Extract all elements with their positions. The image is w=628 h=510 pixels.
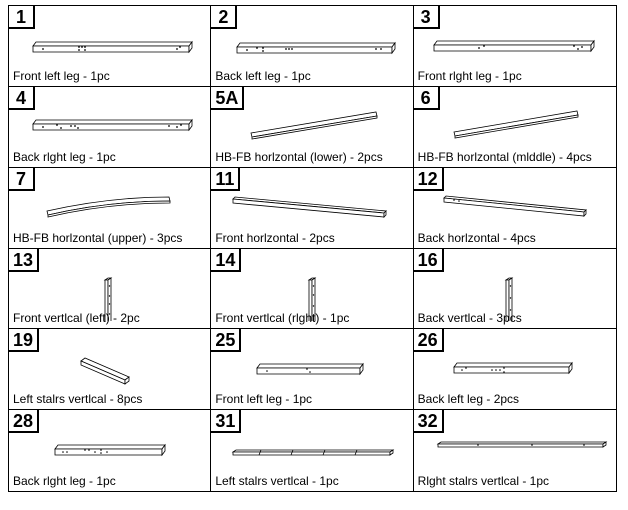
medium-beam-drawing	[414, 351, 616, 387]
part-number: 32	[414, 410, 444, 433]
part-cell	[414, 168, 616, 249]
part-number: 26	[414, 329, 444, 352]
slanted-board-drawing	[414, 109, 616, 145]
slanted-beam-drawing	[414, 190, 616, 226]
part-label: Front vertlcal (rlght) - 1pc	[215, 311, 350, 326]
part-number: 31	[211, 410, 241, 433]
part-label: Left stalrs vertlcal - 8pcs	[13, 392, 143, 407]
part-label: Back left leg - 2pcs	[417, 392, 520, 407]
part-label: Back rlght leg - 1pc	[13, 474, 116, 488]
part-cell	[9, 87, 211, 168]
part-number: 2	[211, 6, 237, 29]
part-label: HB-FB horlzontal (mlddle) - 4pcs	[417, 149, 592, 164]
part-cell	[414, 249, 616, 330]
part-label: HB-FB horlzontal (upper) - 3pcs	[13, 230, 183, 245]
part-cell	[9, 410, 211, 491]
part-number: 14	[211, 249, 241, 272]
part-number: 4	[9, 87, 35, 110]
part-number: 16	[414, 249, 444, 272]
long-beam-drawing	[211, 28, 413, 64]
part-label: Back horlzontal - 4pcs	[417, 230, 536, 245]
part-label: Back left leg - 1pc	[215, 68, 311, 83]
part-cell	[211, 329, 413, 410]
part-number: 12	[414, 168, 444, 191]
part-cell	[9, 6, 211, 87]
part-cell	[414, 87, 616, 168]
part-number: 5A	[211, 87, 244, 110]
part-label: Front horlzontal - 2pcs	[215, 230, 335, 245]
part-label: HB-FB horlzontal (lower) - 2pcs	[215, 149, 383, 164]
parts-grid	[8, 5, 617, 492]
part-cell	[9, 249, 211, 330]
part-cell	[211, 249, 413, 330]
long-beam-drawing	[9, 28, 211, 64]
part-number: 25	[211, 329, 241, 352]
part-cell	[9, 329, 211, 410]
long-beam-drawing	[9, 109, 211, 145]
part-cell	[211, 6, 413, 87]
slanted-beam-drawing	[211, 190, 413, 226]
part-label: Front vertlcal (left) - 2pc	[13, 311, 140, 326]
part-cell	[211, 87, 413, 168]
part-cell	[414, 329, 616, 410]
part-label: Back vertlcal - 3pcs	[417, 311, 522, 326]
flat-rail-drawing	[211, 432, 413, 468]
part-number: 19	[9, 329, 39, 352]
part-label: Front left leg - 1pc	[215, 392, 313, 407]
part-number: 1	[9, 6, 35, 29]
part-number: 11	[211, 168, 240, 191]
part-cell	[414, 410, 616, 491]
short-block-drawing	[9, 351, 211, 387]
part-cell	[211, 410, 413, 491]
part-label: Back rlght leg - 1pc	[13, 149, 116, 164]
part-label: Front rlght leg - 1pc	[417, 68, 522, 83]
slanted-board-drawing	[211, 109, 413, 145]
part-cell	[414, 6, 616, 87]
part-label: Rlght stalrs vertlcal - 1pc	[417, 474, 550, 488]
part-number: 7	[9, 168, 35, 191]
part-number: 6	[414, 87, 440, 110]
long-beam-drawing	[414, 28, 616, 64]
medium-beam-drawing	[9, 432, 211, 468]
part-label: Front left leg - 1pc	[13, 68, 110, 83]
part-cell	[211, 168, 413, 249]
part-number: 28	[9, 410, 39, 433]
curved-board-drawing	[9, 190, 211, 226]
part-label: Left stalrs vertlcal - 1pc	[215, 474, 339, 488]
medium-beam-drawing	[211, 351, 413, 387]
part-number: 13	[9, 249, 39, 272]
part-number: 3	[414, 6, 440, 29]
flat-rail-drawing	[414, 432, 616, 468]
part-cell	[9, 168, 211, 249]
